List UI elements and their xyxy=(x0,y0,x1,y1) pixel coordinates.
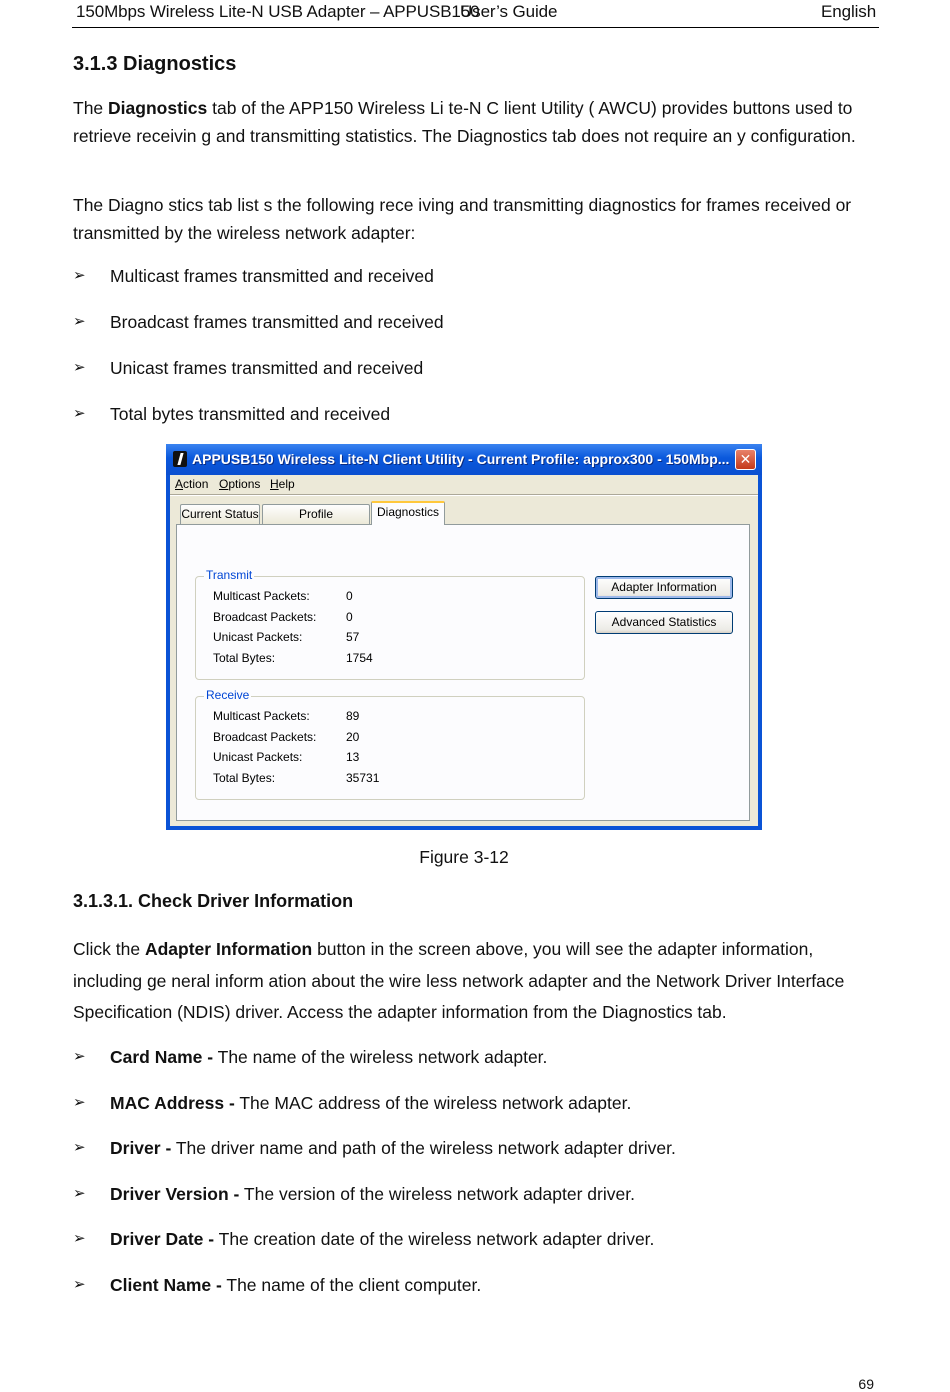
transmit-multicast-row: Multicast Packets: 0 xyxy=(213,589,353,603)
utility-window xyxy=(166,444,762,830)
header-guide: User’s Guide xyxy=(460,2,558,21)
header-language: English xyxy=(821,2,877,21)
menu-divider xyxy=(170,495,758,496)
receive-total-bytes-row: Total Bytes: 35731 xyxy=(213,771,380,785)
transmit-total-bytes-value: 1754 xyxy=(346,651,373,665)
arrow-bullet-icon: ➢ xyxy=(73,1094,86,1111)
section-title: 3.1.3 Diagnostics xyxy=(73,53,237,75)
header-title: 150Mbps Wireless Lite-N USB Adapter – APPUSB150 xyxy=(76,2,480,21)
transmit-broadcast-row: Broadcast Packets: 0 xyxy=(213,610,353,624)
receive-broadcast-value: 20 xyxy=(346,730,360,744)
arrow-bullet-icon: ➢ xyxy=(73,1185,86,1202)
transmit-broadcast-value: 0 xyxy=(346,610,353,624)
window-titlebar[interactable] xyxy=(166,444,762,475)
transmit-multicast-value: 0 xyxy=(346,589,353,603)
menu-action[interactable]: Action xyxy=(175,477,209,491)
app-logo-icon xyxy=(173,451,187,467)
subsection-title: 3.1.3.1. Check Driver Information xyxy=(73,891,354,911)
tab-diagnostics[interactable]: Diagnostics xyxy=(371,501,445,525)
arrow-bullet-icon: ➢ xyxy=(73,1139,86,1156)
arrow-bullet-icon: ➢ xyxy=(73,359,86,376)
transmit-label: Transmit xyxy=(206,568,253,582)
menu-help[interactable]: Help xyxy=(270,477,295,491)
menu-bar xyxy=(170,475,758,495)
window-client-area xyxy=(170,475,758,826)
receive-multicast-value: 89 xyxy=(346,709,360,723)
receive-group xyxy=(195,688,585,800)
receive-multicast-row: Multicast Packets: 89 xyxy=(213,709,360,723)
transmit-unicast-row: Unicast Packets: 57 xyxy=(213,630,360,644)
receive-total-bytes-value: 35731 xyxy=(346,771,380,785)
diagnostics-panel xyxy=(176,524,750,821)
figure-caption: Figure 3-12 xyxy=(419,847,509,867)
menu-options[interactable]: Options xyxy=(219,477,261,491)
arrow-bullet-icon: ➢ xyxy=(73,405,86,422)
arrow-bullet-icon: ➢ xyxy=(73,313,86,330)
arrow-bullet-icon: ➢ xyxy=(73,1048,86,1065)
page-number: 69 xyxy=(858,1376,874,1392)
intro-paragraph: The Diagnostics tab of the APP150 Wireless Li te-N C lient Utility ( AWCU) provides buttons used to retrieve receivin g and transmitting statistics. The Diagnostics tab does not require an y configuration. xyxy=(73,98,856,146)
list-intro-paragraph: The Diagno stics tab list s the following rece iving and transmitting diagnostics for frames received or transmitted by the wireless network adapter: xyxy=(73,195,852,243)
advanced-statistics-button[interactable]: Advanced Statistics xyxy=(595,611,733,634)
close-button[interactable]: ✕ xyxy=(735,449,756,470)
receive-broadcast-row: Broadcast Packets: 20 xyxy=(213,730,360,744)
transmit-group xyxy=(195,568,585,680)
arrow-bullet-icon: ➢ xyxy=(73,1276,86,1293)
header-rule xyxy=(72,27,879,28)
adapter-information-button[interactable]: Adapter Information xyxy=(595,576,733,599)
tab-profile-management[interactable]: Profile xyxy=(262,504,370,524)
adapter-information-term: Adapter Information xyxy=(144,939,313,959)
transmit-unicast-value: 57 xyxy=(346,630,360,644)
driver-info-paragraph: Click the Adapter Information button in the screen above, you will see the adapter information, including ge neral inform ation about the wire less network adapter and the Network Driver Interface Specification (NDIS) driver. Access the adapter information from the Diagnostics tab. xyxy=(73,939,845,1022)
window-title: APPUSB150 Wireless Lite-N Client Utility - Current Profile: approx300 - 150Mbp... xyxy=(192,451,730,467)
receive-unicast-value: 13 xyxy=(346,750,360,764)
arrow-bullet-icon: ➢ xyxy=(73,267,86,284)
transmit-total-bytes-row: Total Bytes: 1754 xyxy=(213,651,373,665)
receive-label: Receive xyxy=(206,688,250,702)
receive-unicast-row: Unicast Packets: 13 xyxy=(213,750,360,764)
tab-current-status[interactable]: Current Status xyxy=(180,504,260,524)
arrow-bullet-icon: ➢ xyxy=(73,1230,86,1247)
diagnostics-term: Diagnostics xyxy=(108,98,208,118)
